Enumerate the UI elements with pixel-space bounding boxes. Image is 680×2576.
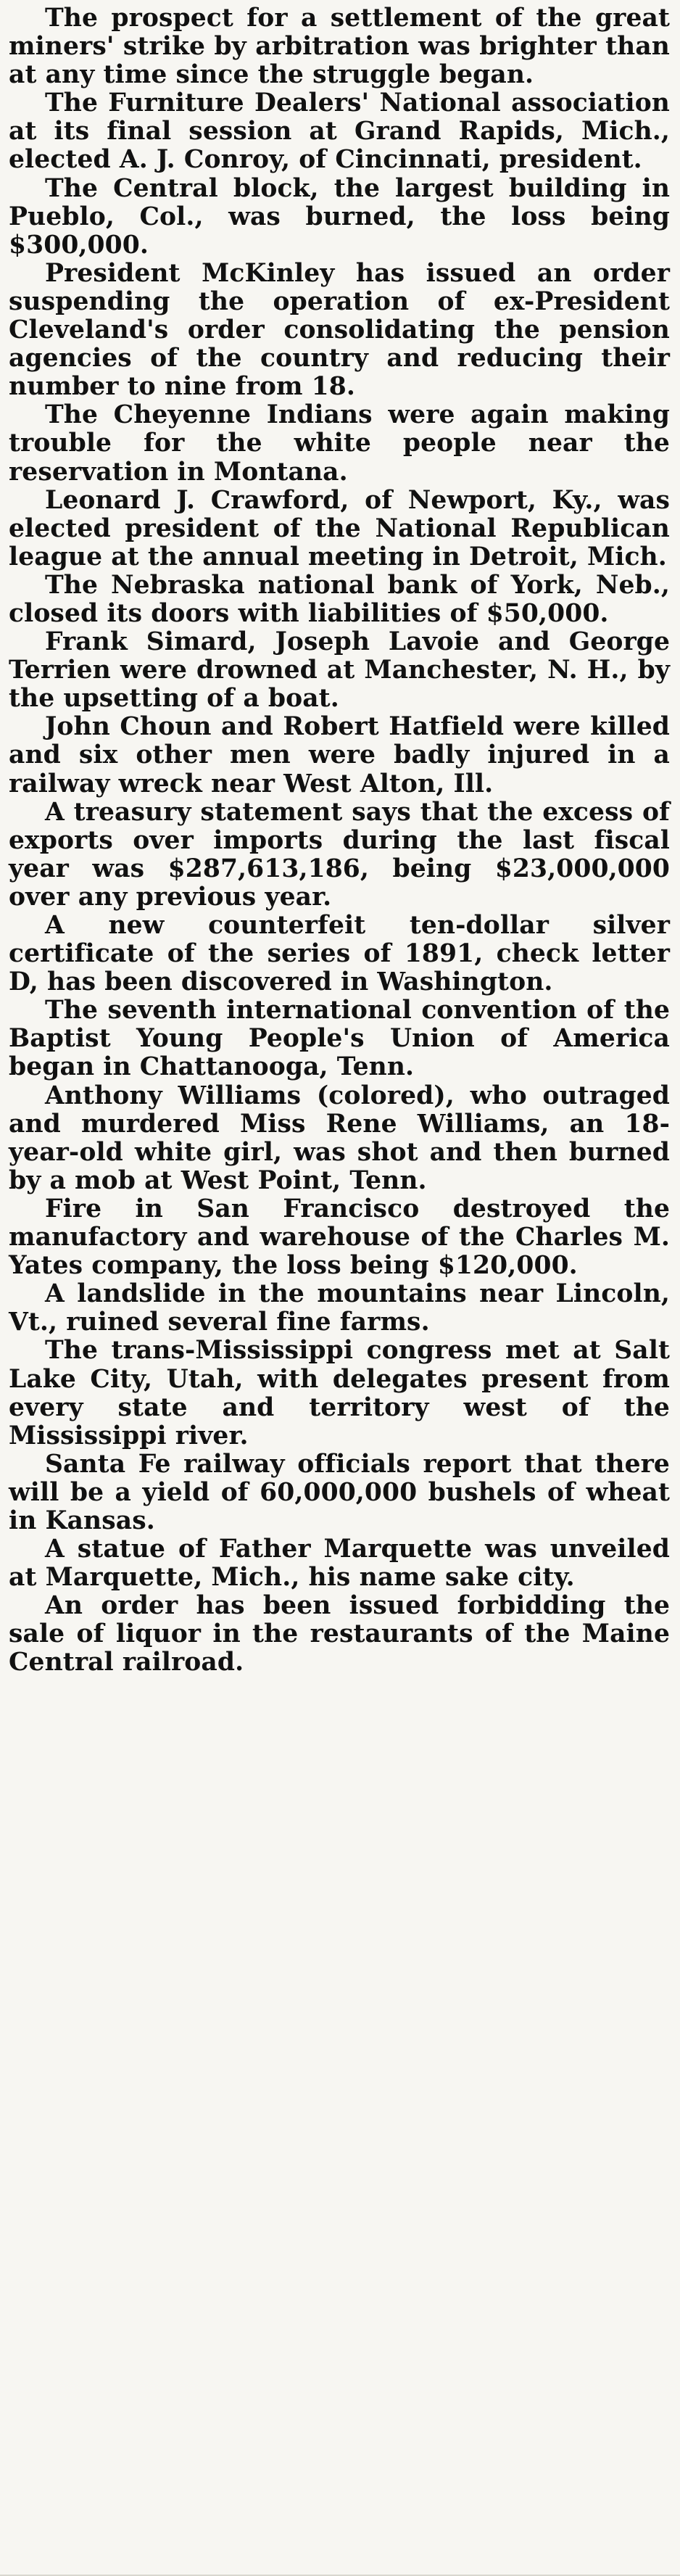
news-column — [9, 4, 670, 1677]
news-item: President McKinley has issued an order suspending the operation of ex-President Cleveland's order consolidating the pension agencies of the country and reducing their number to nine from 18. — [9, 258, 670, 402]
news-item: A landslide in the mountains near Lincoln, Vt., ruined several fine farms. — [9, 1279, 670, 1337]
news-item: The trans-Mississippi congress met at Salt Lake City, Utah, with delegates present from every state and territory west of the Mississippi river. — [9, 1336, 670, 1450]
news-item: A treasury statement says that the excess of exports over imports during the last fiscal year was $287,613,186, being $23,000,000 over any previous year. — [9, 797, 670, 912]
news-item: The Central block, the largest building in Pueblo, Col., was burned, the loss being $300,000. — [9, 173, 670, 260]
news-item: The Furniture Dealers' National association at its final session at Grand Rapids, Mich., elected A. J. Conroy, of Cincinnati, president. — [9, 88, 670, 175]
news-item: The prospect for a settlement of the great miners' strike by arbitration was brighter than at any time since the struggle began. — [9, 4, 670, 90]
news-item: John Choun and Robert Hatfield were killed and six other men were badly injured in a railway wreck near West Alton, Ill. — [9, 712, 670, 798]
news-item: The Nebraska national bank of York, Neb., closed its doors with liabilities of $50,000. — [9, 570, 670, 628]
news-item: The Cheyenne Indians were again making trouble for the white people near the reservation in Montana. — [9, 400, 670, 487]
news-item: A statue of Father Marquette was unveiled at Marquette, Mich., his name sake city. — [9, 1535, 670, 1593]
news-item: Leonard J. Crawford, of Newport, Ky., was elected president of the National Republican league at the annual meeting in Detroit, Mich. — [9, 485, 670, 571]
news-item: Fire in San Francisco destroyed the manufactory and warehouse of the Charles M. Yates company, the loss being $120,000. — [9, 1194, 670, 1281]
news-item: A new counterfeit ten-dollar silver certificate of the series of 1891, check letter D, has been discovered in Washington. — [9, 911, 670, 997]
news-item: Anthony Williams (colored), who outraged and murdered Miss Rene Williams, an 18-year-old white girl, was shot and then burned by a mob at West Point, Tenn. — [9, 1081, 670, 1195]
news-item: Santa Fe railway officials report that there will be a yield of 60,000,000 bushels of wheat in Kansas. — [9, 1449, 670, 1535]
news-item: Frank Simard, Joseph Lavoie and George Terrien were drowned at Manchester, N. H., by the upsetting of a boat. — [9, 627, 670, 714]
news-item: An order has been issued forbidding the sale of liquor in the restaurants of the Maine Central railroad. — [9, 1591, 670, 1677]
news-item: The seventh international convention of the Baptist Young People's Union of America began in Chattanooga, Tenn. — [9, 996, 670, 1082]
